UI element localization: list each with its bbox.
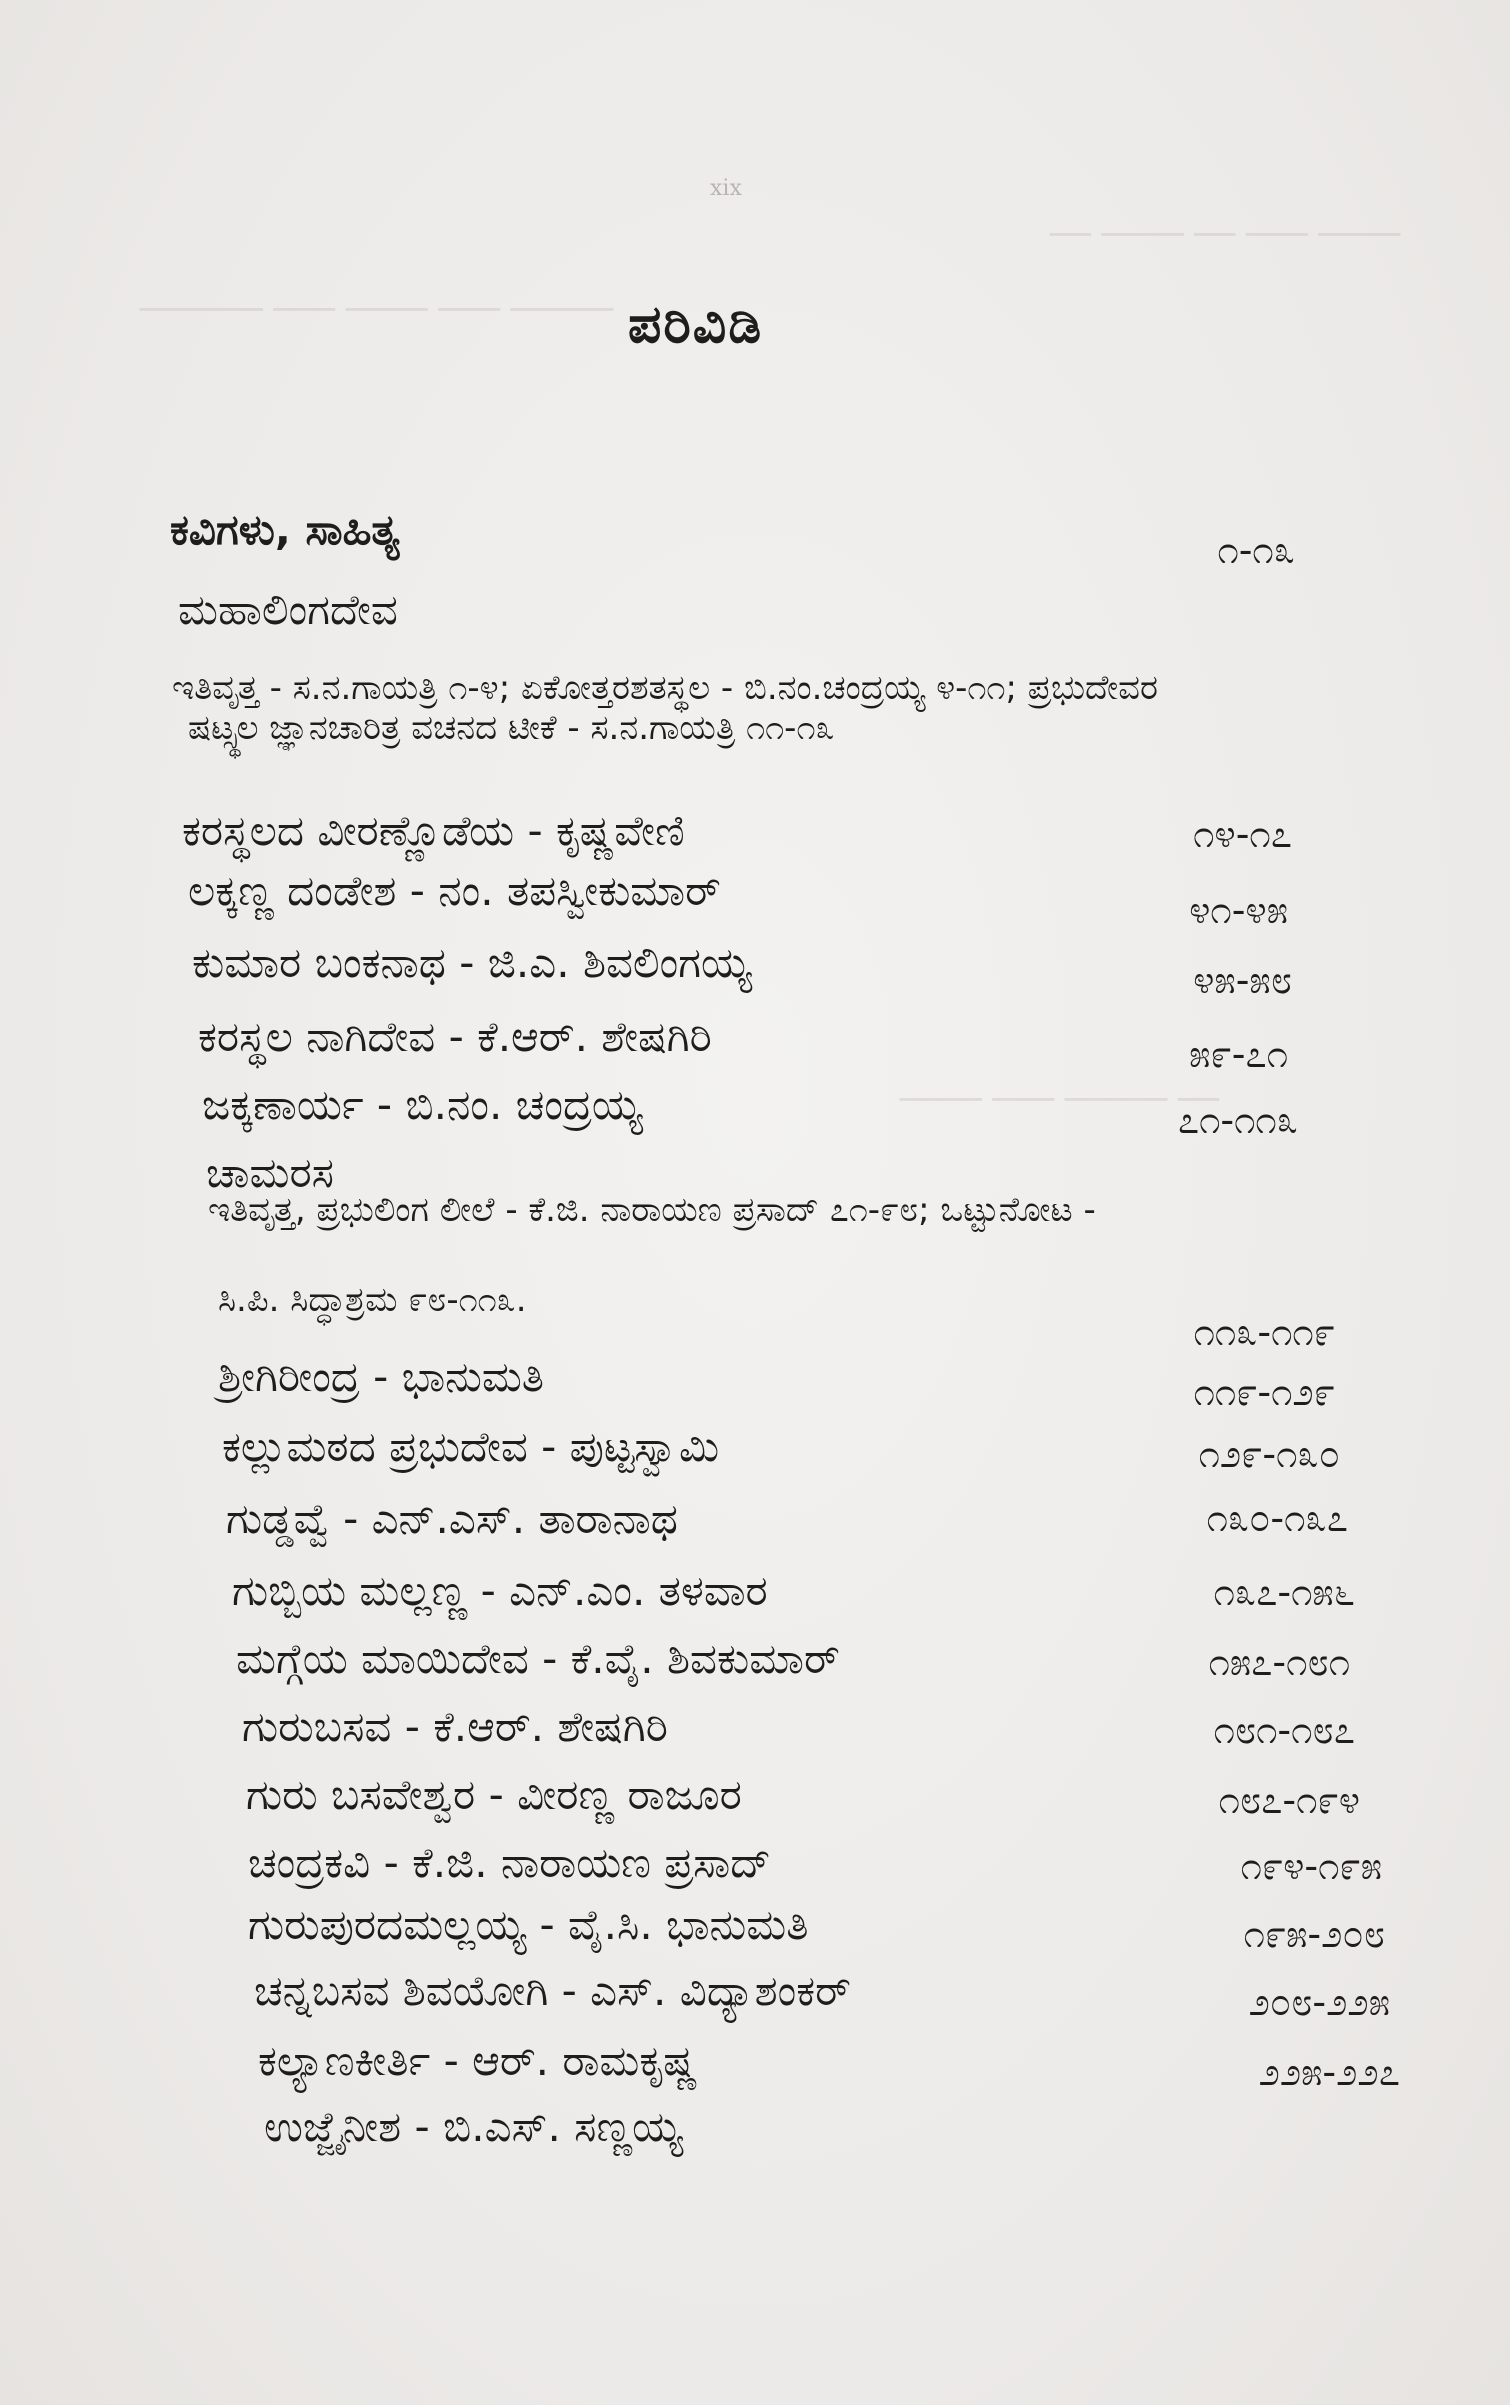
entry-page-range: ೪೧-೪೫ (1189, 888, 1288, 932)
entry-page-range: ೧೪-೧೭ (1193, 812, 1292, 856)
entry-page-range: ೧೩೦-೧೩೭ (1206, 1496, 1348, 1540)
entry-page-range: ೭೧-೧೧೩ (1177, 1098, 1298, 1142)
entry-page-range: ೧೮೧-೧೮೭ (1213, 1708, 1355, 1752)
entry-title: ಗುರುಪುರದಮಲ್ಲಯ್ಯ - ವೈ.ಸಿ. ಭಾನುಮತಿ (248, 1900, 809, 1949)
entry-title: ಕರಸ್ಥಲ ನಾಗಿದೇವ - ಕೆ.ಆರ್. ಶೇಷಗಿರಿ (198, 1012, 712, 1061)
entry-page-range: ೧೩೭-೧೫೬ (1213, 1570, 1355, 1614)
entry-title: ಮಗ್ಗೆಯ ಮಾಯಿದೇವ - ಕೆ.ವೈ. ಶಿವಕುಮಾರ್ (236, 1634, 840, 1683)
page-title: ಪರಿವಿಡಿ (628, 295, 764, 355)
entry-page-range: ೨೦೮-೨೨೫ (1248, 1980, 1390, 2024)
entry-title: ಗುರು ಬಸವೇಶ್ವರ - ವೀರಣ್ಣ ರಾಜೂರ (246, 1770, 742, 1819)
chamarasa-line-1: ಇತಿವೃತ್ತ, ಪ್ರಭುಲಿಂಗ ಲೀಲೆ - ಕೆ.ಜಿ. ನಾರಾಯಣ ಪ್ರಸಾದ್ ೭೧-೯೮; ಒಟ್ಟುನೋಟ - (208, 1190, 1096, 1230)
mahalinga-line-2: ಷಟ್ಸ್ಥಲ ಜ್ಞಾನಚಾರಿತ್ರ ವಚನದ ಟೀಕೆ - ಸ.ನ.ಗಾಯತ್ರಿ ೧೧-೧೩ (188, 708, 835, 748)
entry-page-range: ೧೯೫-೨೦೮ (1243, 1912, 1385, 1956)
toc-entry (248, 1838, 771, 1888)
entry-title: ಕರಸ್ಥಲದ ವೀರಣ್ಣೊಡೆಯ - ಕೃಷ್ಣವೇಣಿ (182, 806, 685, 855)
section-heading: ಕವಿಗಳು, ಸಾಹಿತ್ಯ (170, 505, 400, 554)
toc-entry (242, 1702, 668, 1752)
entry-title: ಕಲ್ಲುಮಠದ ಪ್ರಭುದೇವ - ಪುಟ್ಟಸ್ವಾಮಿ (222, 1422, 720, 1471)
entry-page-range: ೫೯-೭೧ (1189, 1032, 1288, 1076)
entry-title: ಚಂದ್ರಕವಿ - ಕೆ.ಜಿ. ನಾರಾಯಣ ಪ್ರಸಾದ್ (248, 1838, 771, 1887)
toc-entry (258, 2036, 698, 2086)
section-page-range: ೧-೧೩ (1217, 528, 1295, 572)
entry-page-range: ೨೨೫-೨೨೭ (1258, 2050, 1400, 2094)
entry-page-range: ೧೮೭-೧೯೪ (1218, 1778, 1360, 1822)
toc-entry (188, 866, 721, 916)
toc-entry (264, 2102, 683, 2152)
entry-page-range: ೧೧೯-೧೨೯ (1193, 1370, 1335, 1414)
toc-entry (222, 1422, 719, 1472)
toc-entry (192, 938, 752, 988)
entry-title: ಉಜ್ಜೈನೀಶ - ಬಿ.ಎಸ್. ಸಣ್ಣಯ್ಯ (264, 2102, 683, 2151)
mahalinga-line-1: ಇತಿವೃತ್ತ - ಸ.ನ.ಗಾಯತ್ರಿ ೧-೪; ಏಕೋತ್ತರಶತಸ್ಥಲ - ಬಿ.ನಂ.ಚಂದ್ರಯ್ಯ ೪-೧೧; ಪ್ರಭುದೇವರ (172, 668, 1158, 708)
entry-page-range: ೧೨೯-೧೩೦ (1198, 1432, 1340, 1476)
entry-title: ಗುಡ್ಡವ್ವೆ - ಎನ್.ಎಸ್. ತಾರಾನಾಥ (226, 1494, 678, 1543)
entry-page-range: ೧೯೪-೧೯೫ (1240, 1844, 1382, 1888)
toc-entry (232, 1566, 768, 1616)
entry-title: ಶ್ರೀಗಿರೀಂದ್ರ - ಭಾನುಮತಿ (218, 1352, 545, 1401)
bleed-through-text: ──── ─── ───── ── (900, 1080, 1219, 1120)
entry-title: ಗುರುಬಸವ - ಕೆ.ಆರ್. ಶೇಷಗಿರಿ (242, 1702, 668, 1751)
entry-title: ಚನ್ನಬಸವ ಶಿವಯೋಗಿ - ಎಸ್. ವಿದ್ಯಾಶಂಕರ್ (254, 1966, 851, 2015)
entry-page-range: ೪೫-೫೮ (1193, 958, 1292, 1002)
entry-page-range: ೧೫೭-೧೮೧ (1208, 1640, 1350, 1684)
toc-entry (202, 1080, 643, 1130)
entry-title: ಲಕ್ಕಣ್ಣ ದಂಡೇಶ - ನಂ. ತಪಸ್ವೀಕುಮಾರ್ (188, 866, 721, 915)
bleed-through-text: ── ──── ── ─── ──── (1050, 215, 1401, 255)
page-number: xix (710, 176, 742, 201)
toc-entry (248, 1900, 808, 1950)
toc-entry (198, 1012, 712, 1062)
subsection-heading-mahalinga: ಮಹಾಲಿಂಗದೇವ (178, 585, 398, 634)
entry-title: ಕುಮಾರ ಬಂಕನಾಥ - ಜಿ.ಎ. ಶಿವಲಿಂಗಯ್ಯ (192, 938, 752, 987)
toc-entry (254, 1966, 851, 2016)
chamarasa-line-2: ಸಿ.ಪಿ. ಸಿದ್ಧಾಶ್ರಮ ೯೮-೧೧೩. (218, 1280, 527, 1320)
entry-title: ಕಲ್ಯಾಣಕೀರ್ತಿ - ಆರ್. ರಾಮಕೃಷ್ಣ (258, 2036, 698, 2085)
toc-entry (236, 1634, 840, 1684)
toc-entry (218, 1352, 544, 1402)
entry-title: ಗುಬ್ಬಿಯ ಮಲ್ಲಣ್ಣ - ಎನ್.ಎಂ. ತಳವಾರ (232, 1566, 768, 1615)
entry-title: ಜಕ್ಕಣಾರ್ಯ - ಬಿ.ನಂ. ಚಂದ್ರಯ್ಯ (202, 1080, 643, 1129)
toc-entry (182, 806, 685, 856)
toc-entry (226, 1494, 678, 1544)
subsection-heading-chamarasa: ಚಾಮರಸ (206, 1148, 334, 1197)
entry-page-range: ೧೧೩-೧೧೯ (1193, 1310, 1335, 1354)
toc-entry (246, 1770, 742, 1820)
bleed-through-text: ────── ─── ──── ─── ───── (140, 290, 614, 330)
